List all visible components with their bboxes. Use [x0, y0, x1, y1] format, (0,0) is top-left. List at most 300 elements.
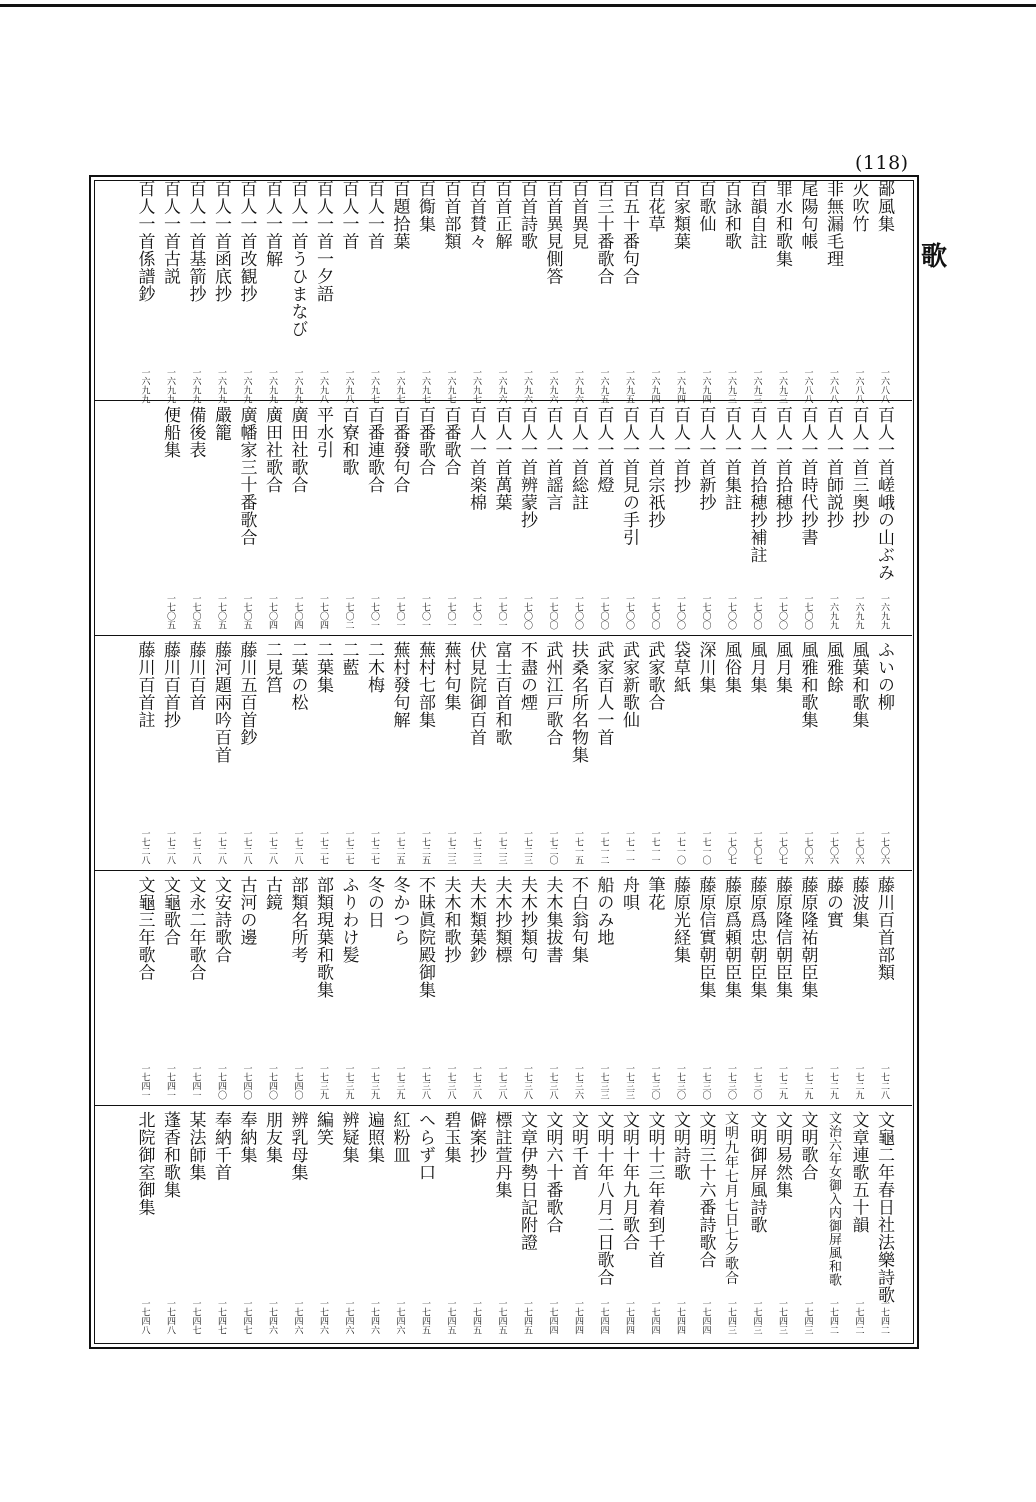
index-entry — [770, 180, 794, 404]
index-entry — [209, 1111, 233, 1335]
entry-page-code: 一七三〇 — [751, 1064, 762, 1100]
entry-page-code: 一七二八 — [879, 1064, 889, 1100]
entry-title: 文章伊勢日記附證 — [517, 1111, 537, 1251]
entry-title: 藤河題兩吟百首 — [211, 641, 231, 764]
index-entry — [260, 876, 284, 1100]
entry-title: 百人一首抄 — [670, 406, 690, 494]
entry-title: 百番歌合 — [440, 406, 461, 476]
entry-page-code: 一七四四 — [649, 1299, 660, 1335]
entry-title: 夫木和歌抄 — [440, 876, 461, 964]
entry-title: 百人一首函底抄 — [211, 180, 231, 303]
entry-page-code: 一七〇一 — [420, 594, 430, 630]
index-entry — [158, 641, 182, 865]
index-entry — [311, 876, 335, 1100]
index-entry — [566, 641, 590, 865]
entry-title: 風雅和歌集 — [797, 641, 818, 729]
entry-page-code: 一六八八 — [879, 368, 889, 404]
entry-page-code: 一六九九 — [165, 368, 175, 404]
entry-title: 百人一首古説 — [160, 180, 180, 285]
entry-title: 百五十番句合 — [619, 180, 639, 285]
entry-title: 文明十年九月歌合 — [619, 1111, 639, 1251]
entry-title: 百人一首見の手引 — [619, 406, 639, 546]
index-entry — [617, 641, 641, 865]
entry-title: 夫木集拔書 — [542, 876, 563, 964]
entry-title: 百人一首師説抄 — [823, 406, 843, 529]
entry-page-code: 一七四六 — [343, 1299, 354, 1335]
entry-page-code: 一七〇七 — [751, 829, 762, 865]
index-entry — [592, 1111, 616, 1335]
entry-page-code: 一七一二 — [598, 829, 609, 865]
entry-title: 鄙風集 — [874, 180, 894, 233]
entry-title: 文明千首 — [568, 1111, 588, 1181]
band-divider — [94, 870, 912, 871]
entry-page-code: 一六九九 — [292, 368, 303, 404]
index-entry — [388, 406, 412, 630]
index-entry — [439, 876, 463, 1100]
entry-page-code: 一七二八 — [241, 829, 252, 865]
entry-page-code: 一七三〇 — [675, 1064, 685, 1100]
index-entry — [770, 406, 794, 630]
entry-title: 夫木類葉鈔 — [466, 876, 486, 964]
index-entry — [719, 180, 743, 404]
index-entry — [821, 180, 845, 404]
index-entry — [464, 180, 488, 404]
entry-title: 袋草紙 — [670, 641, 690, 694]
entry-page-code: 一七三八 — [496, 1064, 507, 1100]
entry-page-code: 一六九九 — [190, 368, 201, 404]
index-entry — [388, 180, 412, 404]
entry-title: 藤原爲忠朝臣集 — [746, 876, 767, 999]
entry-page-code: 一七〇〇 — [802, 594, 813, 630]
index-entry — [209, 876, 233, 1100]
index-entry — [592, 406, 616, 630]
entry-page-code: 一七三〇 — [700, 1064, 711, 1100]
entry-page-code: 一七四二 — [828, 1299, 838, 1335]
index-entry — [490, 1111, 514, 1335]
entry-title: 奉納集 — [236, 1111, 257, 1164]
entry-title: 百家類葉 — [670, 180, 690, 250]
index-entry — [668, 1111, 692, 1335]
entry-title: 藤川百首部類 — [874, 876, 894, 981]
entry-page-code: 一七三八 — [471, 1064, 481, 1100]
entry-page-code: 一七四〇 — [216, 1064, 226, 1100]
index-entry — [566, 406, 590, 630]
index-entry — [643, 180, 667, 404]
entry-title: 不盡の煙 — [517, 641, 537, 711]
entry-page-code: 一七四五 — [445, 1299, 456, 1335]
entry-title: 藤波集 — [848, 876, 869, 929]
entry-page-code: 一七二九 — [853, 1064, 864, 1100]
entry-page-code: 一七二三 — [471, 829, 481, 865]
entry-page-code: 一七二〇 — [547, 829, 558, 865]
entry-page-code: 一七〇一 — [369, 594, 379, 630]
entry-title: 舟唄 — [619, 876, 639, 911]
entry-title: 百人一首集註 — [721, 406, 741, 511]
entry-title: 蕪村發句解 — [389, 641, 410, 729]
entry-title: 北院御室御集 — [134, 1111, 155, 1216]
index-entry — [745, 180, 769, 404]
entry-title: ふりわけ髪 — [338, 876, 359, 964]
entry-title: 藤原爲頼朝臣集 — [721, 876, 741, 999]
entry-page-code: 一六八八 — [853, 368, 864, 404]
entry-page-code: 一七〇〇 — [624, 594, 634, 630]
entry-page-code: 一七〇五 — [190, 594, 201, 630]
entry-title: 尾陽句帳 — [797, 180, 818, 250]
index-entry — [872, 876, 896, 1100]
index-entry — [566, 180, 590, 404]
entry-title: 部類現葉和歌集 — [313, 876, 333, 999]
entry-title: 文龜二年春日社法樂詩歌 — [874, 1111, 894, 1304]
entry-title: 百人一首時代抄書 — [797, 406, 818, 546]
entry-page-code: 一七〇一 — [496, 594, 507, 630]
entry-page-code: 一七四六 — [292, 1299, 303, 1335]
entry-title: 百人一首楽棉 — [466, 406, 486, 511]
index-entry — [133, 1111, 157, 1335]
entry-page-code: 一七一五 — [573, 829, 583, 865]
index-entry — [745, 641, 769, 865]
index-entry — [388, 641, 412, 865]
entry-page-code: 一七一一 — [624, 829, 634, 865]
index-entry — [592, 180, 616, 404]
index-entry — [362, 180, 386, 404]
entry-page-code: 一七四六 — [394, 1299, 405, 1335]
entry-title: 某法師集 — [185, 1111, 206, 1181]
entry-page-code: 一七〇〇 — [751, 594, 762, 630]
index-entry — [133, 180, 157, 404]
entry-title: 藤川百首 — [185, 641, 206, 711]
entry-page-code: 一七四五 — [522, 1299, 532, 1335]
entry-title: 罪水和歌集 — [772, 180, 792, 268]
index-entry — [286, 1111, 310, 1335]
entry-page-code: 一七二八 — [267, 829, 277, 865]
index-entry — [515, 641, 539, 865]
entry-page-code: 一七〇〇 — [700, 594, 711, 630]
entry-title: 百鵆集 — [415, 180, 435, 233]
entry-title: 百人一首謡言 — [542, 406, 563, 511]
entry-title: 文明六十番歌合 — [542, 1111, 563, 1234]
index-entry — [286, 180, 310, 404]
entry-page-code: 一六九六 — [547, 368, 558, 404]
entry-title: 百首詩歌 — [517, 180, 537, 250]
entry-title: 伏見院御百首 — [466, 641, 486, 746]
entry-page-code: 一七四七 — [190, 1299, 201, 1335]
entry-page-code: 一七二九 — [828, 1064, 838, 1100]
entry-title: 古鏡 — [262, 876, 282, 911]
index-entry — [847, 406, 871, 630]
entry-title: ふいの柳 — [874, 641, 894, 711]
index-entry — [643, 406, 667, 630]
index-entry — [617, 406, 641, 630]
index-entry — [668, 641, 692, 865]
index-entry — [719, 406, 743, 630]
index-entry — [413, 1111, 437, 1335]
entry-title: 文明十三年着到千首 — [644, 1111, 665, 1269]
entry-page-code: 一六九九 — [828, 594, 838, 630]
index-entry — [286, 406, 310, 630]
band-divider — [94, 635, 912, 636]
entry-page-code: 一七三八 — [445, 1064, 456, 1100]
entry-page-code: 一七四五 — [496, 1299, 507, 1335]
index-entry — [770, 876, 794, 1100]
entry-title: 百人一首拾穂抄 — [772, 406, 792, 529]
entry-page-code: 一七四五 — [420, 1299, 430, 1335]
index-entry — [872, 1111, 896, 1335]
entry-page-code: 一七〇四 — [267, 594, 277, 630]
index-entry — [490, 406, 514, 630]
entry-title: 藤の實 — [823, 876, 843, 929]
entry-page-code: 一七二三 — [445, 829, 456, 865]
entry-page-code: 一七二三 — [496, 829, 507, 865]
entry-title: 藤原信實朝臣集 — [695, 876, 716, 999]
index-entry — [821, 641, 845, 865]
entry-page-code: 一六九三 — [751, 368, 762, 404]
entry-title: 百三十番歌合 — [593, 180, 614, 285]
entry-title: 部類名所考 — [287, 876, 308, 964]
index-entry — [337, 1111, 361, 1335]
entry-page-code: 一六九三 — [726, 368, 736, 404]
entry-page-code: 一七四二 — [853, 1299, 864, 1335]
index-entry — [158, 406, 182, 630]
entry-page-code: 一六九七 — [471, 368, 481, 404]
index-entry — [337, 876, 361, 1100]
entry-title: 僻案抄 — [466, 1111, 486, 1164]
index-entry — [260, 641, 284, 865]
index-entry — [439, 180, 463, 404]
entry-title: 百人一首解 — [262, 180, 282, 268]
entry-title: 二見筥 — [262, 641, 282, 694]
entry-title: 百人一首 — [364, 180, 384, 250]
entry-page-code: 一七三九 — [394, 1064, 405, 1100]
index-entry — [260, 406, 284, 630]
index-entry — [617, 1111, 641, 1335]
entry-page-code: 一六九九 — [241, 368, 252, 404]
index-entry — [337, 641, 361, 865]
index-entry — [413, 641, 437, 865]
entry-page-code: 一七四三 — [726, 1299, 736, 1335]
index-entry — [796, 876, 820, 1100]
index-entry — [490, 641, 514, 865]
entry-page-code: 一七四八 — [139, 1299, 150, 1335]
entry-page-code: 一六九三 — [777, 368, 787, 404]
index-entry — [311, 1111, 335, 1335]
entry-page-code: 一七四一 — [139, 1064, 150, 1100]
entry-title: 文治六年女御入内御屏風和歌 — [826, 1111, 841, 1287]
entry-title: 百首異見 — [568, 180, 588, 250]
entry-title: 百韻自註 — [746, 180, 767, 250]
index-entry — [515, 180, 539, 404]
entry-title: 冬かつら — [389, 876, 410, 946]
entry-title: 百首異見側答 — [542, 180, 563, 285]
entry-title: 不白翁句集 — [568, 876, 588, 964]
entry-title: 百人一首燈 — [593, 406, 614, 494]
entry-title: 冬の日 — [364, 876, 384, 929]
entry-title: 藤川五百首鈔 — [236, 641, 257, 746]
entry-title: 文明御屏風詩歌 — [746, 1111, 767, 1234]
index-entry — [337, 180, 361, 404]
entry-page-code: 一七〇六 — [802, 829, 813, 865]
index-entry — [362, 406, 386, 630]
entry-title: 武家新歌仙 — [619, 641, 639, 729]
entry-page-code: 一七〇五 — [216, 594, 226, 630]
entry-page-code: 一七〇七 — [726, 829, 736, 865]
entry-title: 藤原隆祐朝臣集 — [797, 876, 818, 999]
entry-title: 富士百首和歌 — [491, 641, 512, 746]
entry-title: 百人一首新抄 — [695, 406, 716, 511]
index-entry — [592, 876, 616, 1100]
entry-page-code: 一七三九 — [369, 1064, 379, 1100]
entry-page-code: 一七〇四 — [292, 594, 303, 630]
entry-page-code: 一七〇一 — [394, 594, 405, 630]
entry-page-code: 一七〇一 — [471, 594, 481, 630]
entry-page-code: 一七〇〇 — [726, 594, 736, 630]
index-entry — [694, 641, 718, 865]
entry-page-code: 一七四八 — [165, 1299, 175, 1335]
entry-title: 便船集 — [160, 406, 180, 459]
index-entry — [668, 180, 692, 404]
entry-title: 百人一首一夕語 — [313, 180, 333, 303]
entry-title: 百人一首総註 — [568, 406, 588, 511]
entry-title: 夫木抄類標 — [491, 876, 512, 964]
entry-page-code: 一七〇六 — [853, 829, 864, 865]
index-entry — [286, 876, 310, 1100]
index-entry — [311, 180, 335, 404]
entry-title: 風俗集 — [721, 641, 741, 694]
entry-page-code: 一七〇〇 — [573, 594, 583, 630]
entry-title: 蕪村句集 — [440, 641, 461, 711]
entry-title: 百人一首基箭抄 — [185, 180, 206, 303]
entry-page-code: 一六九六 — [496, 368, 507, 404]
entry-title: 文明三十六番詩歌合 — [695, 1111, 716, 1269]
entry-title: 藤原光経集 — [670, 876, 690, 964]
entry-page-code: 一七四四 — [598, 1299, 609, 1335]
index-entry — [235, 406, 259, 630]
index-entry — [337, 406, 361, 630]
entry-page-code: 一七四六 — [369, 1299, 379, 1335]
entry-title: 奉納千首 — [211, 1111, 231, 1181]
index-entry — [719, 1111, 743, 1335]
entry-title: 標註萱丹集 — [491, 1111, 512, 1199]
entry-title: 二藍 — [338, 641, 359, 676]
entry-page-code: 一七四四 — [624, 1299, 634, 1335]
entry-title: 文明九年七月七日七夕歌合 — [723, 1111, 739, 1285]
index-entry — [847, 876, 871, 1100]
entry-page-code: 一六九五 — [624, 368, 634, 404]
entry-title: 百寮和歌 — [338, 406, 359, 476]
entry-page-code: 一六九八 — [343, 368, 354, 404]
index-entry — [694, 406, 718, 630]
entry-title: へらず口 — [415, 1111, 435, 1181]
entry-title: 廣幡家三十番歌合 — [236, 406, 257, 546]
entry-page-code: 一七〇〇 — [649, 594, 660, 630]
entry-page-code: 一七二八 — [190, 829, 201, 865]
entry-title: 武家百人一首 — [593, 641, 614, 746]
entry-title: 蕪村七部集 — [415, 641, 435, 729]
index-entry — [439, 1111, 463, 1335]
index-entry — [847, 641, 871, 865]
entry-title: 嚴籠 — [211, 406, 231, 441]
entry-title: 百人一首三奥抄 — [848, 406, 869, 529]
entry-title: 百番連歌合 — [364, 406, 384, 494]
entry-title: 文明易然集 — [772, 1111, 792, 1199]
entry-page-code: 一七四四 — [675, 1299, 685, 1335]
index-entry — [413, 876, 437, 1100]
index-entry — [694, 180, 718, 404]
entry-page-code: 一七三九 — [318, 1064, 328, 1100]
index-entry — [184, 180, 208, 404]
index-entry — [541, 1111, 565, 1335]
index-entry — [745, 876, 769, 1100]
entry-page-code: 一七四六 — [318, 1299, 328, 1335]
entry-title: 百首部類 — [440, 180, 461, 250]
entry-page-code: 一七四二 — [879, 1299, 889, 1335]
index-entry — [745, 1111, 769, 1335]
entry-page-code: 一七一〇 — [675, 829, 685, 865]
entry-title: 文龜歌合 — [160, 876, 180, 946]
index-entry — [821, 1111, 845, 1335]
index-entry — [209, 180, 233, 404]
entry-title: 風雅餘 — [823, 641, 843, 694]
entry-page-code: 一七三三 — [624, 1064, 634, 1100]
index-entry — [184, 641, 208, 865]
entry-page-code: 一七四四 — [573, 1299, 583, 1335]
entry-page-code: 一七〇四 — [318, 594, 328, 630]
index-entry — [770, 641, 794, 865]
entry-page-code: 一七四〇 — [241, 1064, 252, 1100]
index-entry — [515, 406, 539, 630]
index-entry — [872, 406, 896, 630]
entry-title: 百人一首うひまなび — [287, 180, 308, 338]
entry-page-code: 一六九九 — [139, 368, 150, 404]
entry-page-code: 一七四三 — [777, 1299, 787, 1335]
entry-title: 百花草 — [644, 180, 665, 233]
index-entry — [388, 1111, 412, 1335]
index-entry — [770, 1111, 794, 1335]
entry-page-code: 一七四三 — [751, 1299, 762, 1335]
index-entry — [362, 876, 386, 1100]
index-entry — [643, 641, 667, 865]
index-entry — [872, 641, 896, 865]
index-entry — [719, 876, 743, 1100]
index-entry — [388, 876, 412, 1100]
entry-page-code: 一七四六 — [267, 1299, 277, 1335]
entry-title: 藤川百首註 — [134, 641, 155, 729]
entry-page-code: 一七三八 — [547, 1064, 558, 1100]
index-entry — [796, 641, 820, 865]
entry-title: 平水引 — [313, 406, 333, 459]
index-entry — [413, 180, 437, 404]
entry-title: 文安詩歌合 — [211, 876, 231, 964]
index-entry — [413, 406, 437, 630]
index-entry — [541, 641, 565, 865]
entry-page-code: 一七四七 — [241, 1299, 252, 1335]
index-entry — [515, 876, 539, 1100]
entry-title: 百番歌合 — [415, 406, 435, 476]
entry-title: 武家歌合 — [644, 641, 665, 711]
entry-page-code: 一七二八 — [216, 829, 226, 865]
index-entry — [260, 1111, 284, 1335]
index-entry — [617, 876, 641, 1100]
index-entry — [184, 406, 208, 630]
entry-page-code: 一六九七 — [420, 368, 430, 404]
entry-title: 百人一首拾穂抄補註 — [746, 406, 767, 564]
entry-title: 百人一首改観抄 — [236, 180, 257, 303]
entry-page-code: 一七四五 — [471, 1299, 481, 1335]
entry-title: 文章連歌五十韻 — [848, 1111, 869, 1234]
index-entry — [515, 1111, 539, 1335]
entry-title: 廣田社歌合 — [262, 406, 282, 494]
index-entry — [668, 406, 692, 630]
entry-page-code: 一七四三 — [802, 1299, 813, 1335]
